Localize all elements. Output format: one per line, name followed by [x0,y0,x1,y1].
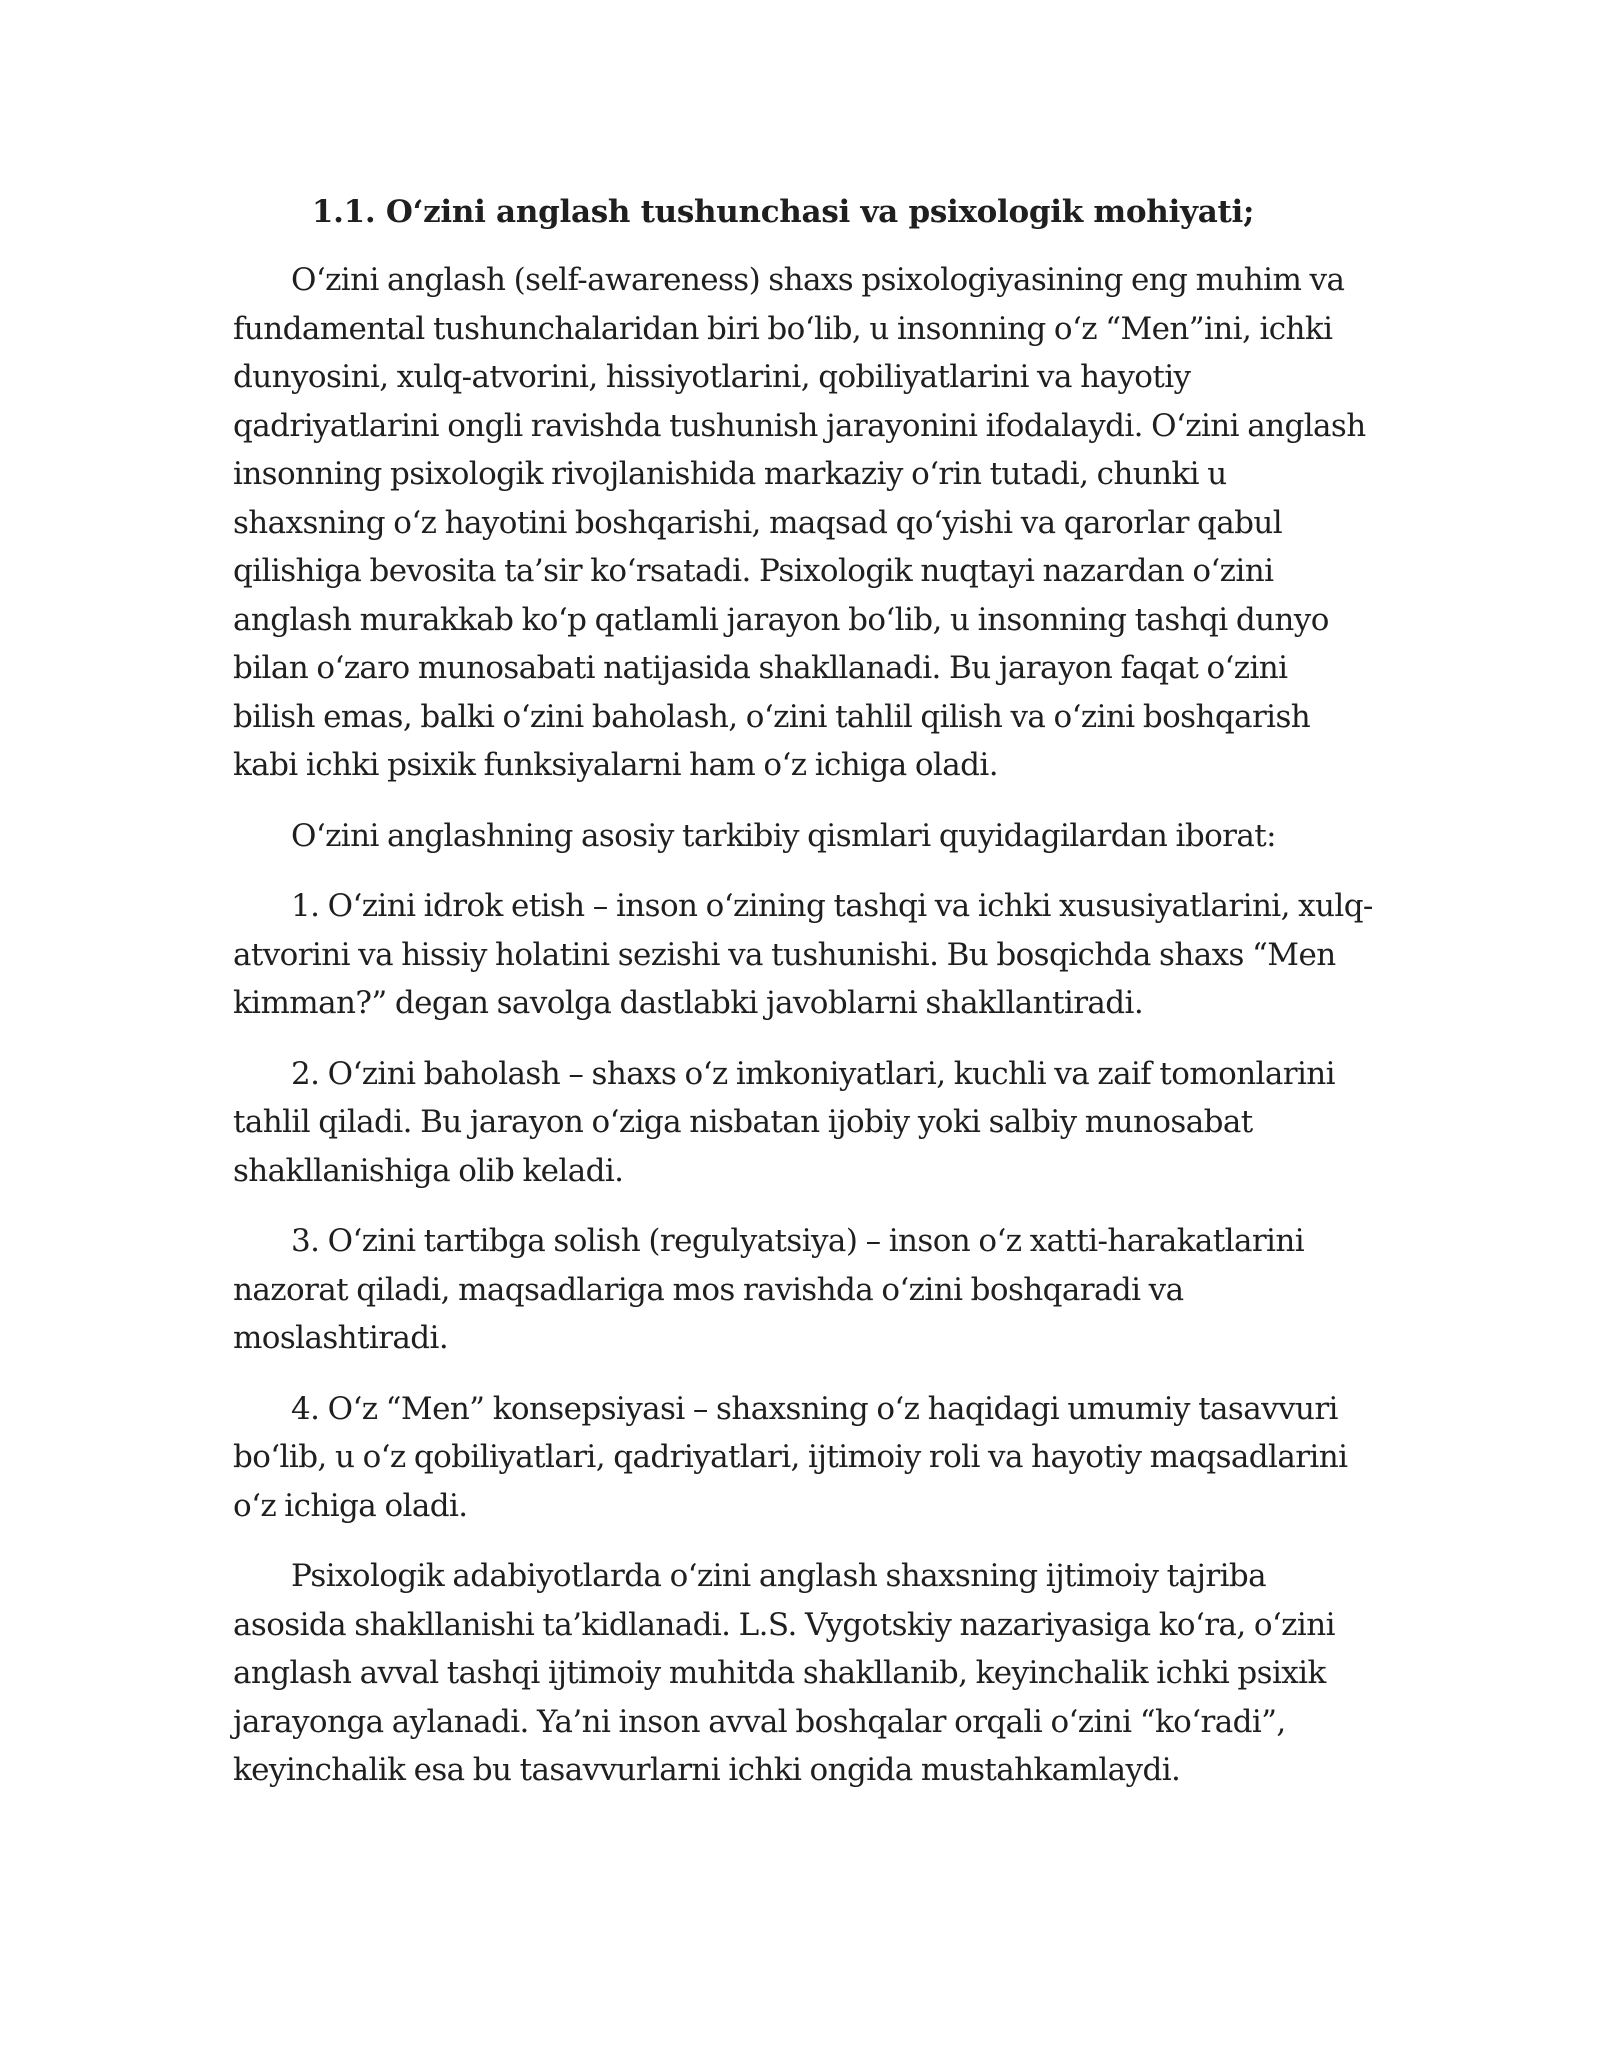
list-item-self-evaluation: 2. O‘zini baholash – shaxs o‘z imkoniyatlari, kuchli va zaif tomonlarini tahlil qiladi. Bu jarayon o‘ziga nisbatan ijobiy yoki salbiy munosabat shakllanishiga olib keladi. [233,1055,1335,1189]
section-heading: 1.1. O‘zini anglash tushunchasi va psixologik mohiyati; [311,194,1255,230]
paragraph-components-lead: O‘zini anglashning asosiy tarkibiy qismlari quyidagilardan iborat: [291,817,1276,854]
list-item-self-regulation: 3. O‘zini tartibga solish (regulyatsiya) – inson o‘z xatti-harakatlarini nazorat qiladi, maqsadlariga mos ravishda o‘zini boshqaradi va moslashtiradi. [233,1223,1305,1356]
list-item-self-concept: 4. O‘z “Men” konsepsiyasi – shaxsning o‘z haqidagi umumiy tasavvuri bo‘lib, u o‘z qobiliyatlari, qadriyatlari, ijtimoiy roli va hayotiy maqsadlarini o‘z ichiga oladi. [233,1390,1348,1524]
paragraph-vygotsky: Psixologik adabiyotlarda o‘zini anglash shaxsning ijtimoiy tajriba asosida shakllanishi ta’kidlanadi. L.S. Vygotskiy nazariyasiga ko‘ra, o‘zini anglash avval tashqi ijtimoiy muhitda shakllanib, keyinchalik ichki psixik jarayonga aylanadi. Ya’ni inson avval boshqalar orqali o‘zini “ko‘radi”, keyinchalik esa bu tasavvurlarni ichki ongida mustahkamlaydi. [233,1558,1335,1788]
paragraph-intro: O‘zini anglash (self-awareness) shaxs psixologiyasining eng muhim va fundamental tushunchalaridan biri bo‘lib, u insonning o‘z “Men”ini, ichki dunyosini, xulq-atvorini, hissiyotlarini, qobiliyatlarini va hayotiy qadriyatlarini ongli ravishda tushunish jarayonini ifodalaydi. O‘zini anglash insonning psixologik rivojlanishida markaziy o‘rin tutadi, chunki u shaxsning o‘z hayotini boshqarishi, maqsad qo‘yishi va qarorlar qabul qilishiga bevosita ta’sir ko‘rsatadi. Psixologik nuqtayi nazardan o‘zini anglash murakkab ko‘p qatlamli jarayon bo‘lib, u insonning tashqi dunyo bilan o‘zaro munosabati natijasida shakllanadi. Bu jarayon faqat o‘zini bilish emas, balki o‘zini baholash, o‘zini tahlil qilish va o‘zini boshqarish kabi ichki psixik funksiyalarni ham o‘z ichiga oladi. [233,262,1366,783]
document-body [233,178,1373,1817]
list-item-self-perception: 1. O‘zini idrok etish – inson o‘zining tashqi va ichki xususiyatlarini, xulq-atvorini va hissiy holatini sezishi va tushunishi. Bu bosqichda shaxs “Men kimman?” degan savolga dastlabki javoblarni shakllantiradi. [233,888,1373,1021]
